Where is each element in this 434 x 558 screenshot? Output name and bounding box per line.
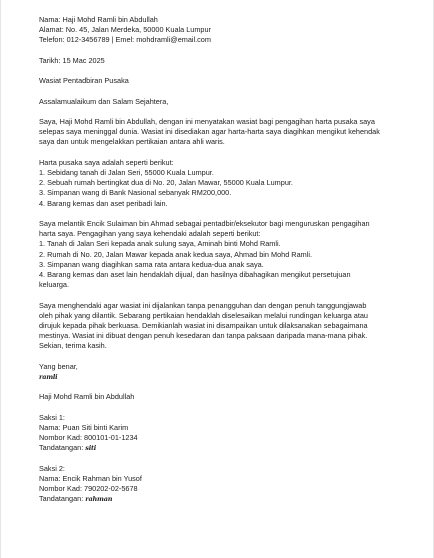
recipient: Wasiat Pentadbiran Pusaka bbox=[39, 76, 129, 86]
paragraph-line: Saya melantik Encik Sulaiman bin Ahmad sebagai pentadbir/eksekutor bagi menguruskan pengagihan bbox=[39, 218, 370, 228]
signature: siti bbox=[85, 444, 97, 453]
paragraph-line: Sekian, terima kasih. bbox=[39, 341, 107, 351]
signature-label: Tandatangan: bbox=[39, 494, 84, 504]
signature-label: Tandatangan: bbox=[39, 443, 84, 453]
letter-body bbox=[39, 15, 419, 505]
list-item: 4. Barang kemas dan aset peribadi lain. bbox=[39, 198, 168, 208]
witness-id: Nombor Kad: 790202-02-5678 bbox=[39, 484, 138, 494]
signoff-block bbox=[39, 362, 419, 403]
asset-list bbox=[39, 158, 419, 209]
sender-name: Nama: Haji Mohd Ramli bin Abdullah bbox=[39, 15, 158, 24]
sender-block bbox=[39, 15, 419, 46]
paragraph-line: saya dan untuk mengelakkan pertikaian antara ahli waris. bbox=[39, 137, 225, 147]
signature: ramli bbox=[39, 372, 58, 381]
paragraph-line: harta saya. Pengagihan yang saya kehendaki adalah seperti berikut: bbox=[39, 229, 261, 239]
executor-section bbox=[39, 219, 419, 290]
sender-contact: Telefon: 012-3456789 | Emel: mohdramli@email.com bbox=[39, 35, 211, 45]
paragraph-line: dirujuk kepada pihak berkuasa. Demikianlah wasiat ini disampaikan untuk dilaksanakan sebagaimana bbox=[39, 320, 368, 330]
list-item: 3. Simpanan wang diagihkan sama rata antara kedua-dua anak saya. bbox=[39, 259, 264, 269]
greeting: Assalamualaikum dan Salam Sejahtera, bbox=[39, 96, 169, 106]
paragraph-line: selepas saya meninggal dunia. Wasiat ini disediakan agar harta-harta saya diagihkan mengikut kehendak bbox=[39, 127, 380, 137]
letter-date: Tarikh: 15 Mac 2025 bbox=[39, 55, 105, 65]
witness-name: Nama: Encik Rahman bin Yusof bbox=[39, 473, 142, 483]
paragraph-line: Saya, Haji Mohd Ramli bin Abdullah, dengan ini menyatakan wasiat bagi pengagihan harta pusaka saya bbox=[39, 116, 375, 126]
paragraph-line: oleh pihak yang dilantik. Sebarang pertikaian hendaklah diselesaikan melalui rundingan keluarga atau bbox=[39, 310, 368, 320]
witness-2 bbox=[39, 464, 419, 505]
witness-id: Nombor Kad: 800101-01-1234 bbox=[39, 433, 138, 443]
list-item: 3. Simpanan wang di Bank Nasional sebanyak RM200,000. bbox=[39, 188, 232, 198]
witness-title: Saksi 2: bbox=[39, 463, 65, 473]
list-item: 2. Sebuah rumah bertingkat dua di No. 20, Jalan Mawar, 55000 Kuala Lumpur. bbox=[39, 178, 293, 188]
signoff-label: Yang benar, bbox=[39, 361, 78, 371]
witness-signature-line bbox=[39, 443, 419, 453]
list-item: 1. Tanah di Jalan Seri kepada anak sulung saya, Aminah binti Mohd Ramli. bbox=[39, 239, 281, 249]
witness-1 bbox=[39, 413, 419, 454]
list-item: 2. Rumah di No. 20, Jalan Mawar kepada anak kedua saya, Ahmad bin Mohd Ramli. bbox=[39, 249, 312, 259]
asset-list-intro: Harta pusaka saya adalah seperti berikut: bbox=[39, 157, 174, 167]
list-item: 4. Barang kemas dan aset lain hendaklah dijual, dan hasilnya dibahagikan mengikut persetujuan bbox=[39, 269, 351, 279]
signature: rahman bbox=[85, 495, 113, 504]
paragraph-line: mestinya. Wasiat ini dibuat dengan penuh kesedaran dan tanpa paksaan daripada mana-mana pihak. bbox=[39, 331, 368, 341]
list-item: 1. Sebidang tanah di Jalan Seri, 55000 Kuala Lumpur. bbox=[39, 167, 214, 177]
paragraph-line: Saya menghendaki agar wasiat ini dijalankan tanpa penangguhan dan dengan penuh tanggungjawab bbox=[39, 300, 367, 310]
signatory-name: Haji Mohd Ramli bin Abdullah bbox=[39, 392, 135, 402]
closing-paragraph bbox=[39, 301, 419, 352]
intro-paragraph bbox=[39, 117, 419, 148]
witness-name: Nama: Puan Siti binti Karim bbox=[39, 422, 129, 432]
witness-signature-line bbox=[39, 494, 419, 504]
sender-address: Alamat: No. 45, Jalan Merdeka, 50000 Kuala Lumpur bbox=[39, 25, 211, 35]
list-item: keluarga. bbox=[39, 280, 70, 290]
witness-title: Saksi 1: bbox=[39, 412, 65, 422]
